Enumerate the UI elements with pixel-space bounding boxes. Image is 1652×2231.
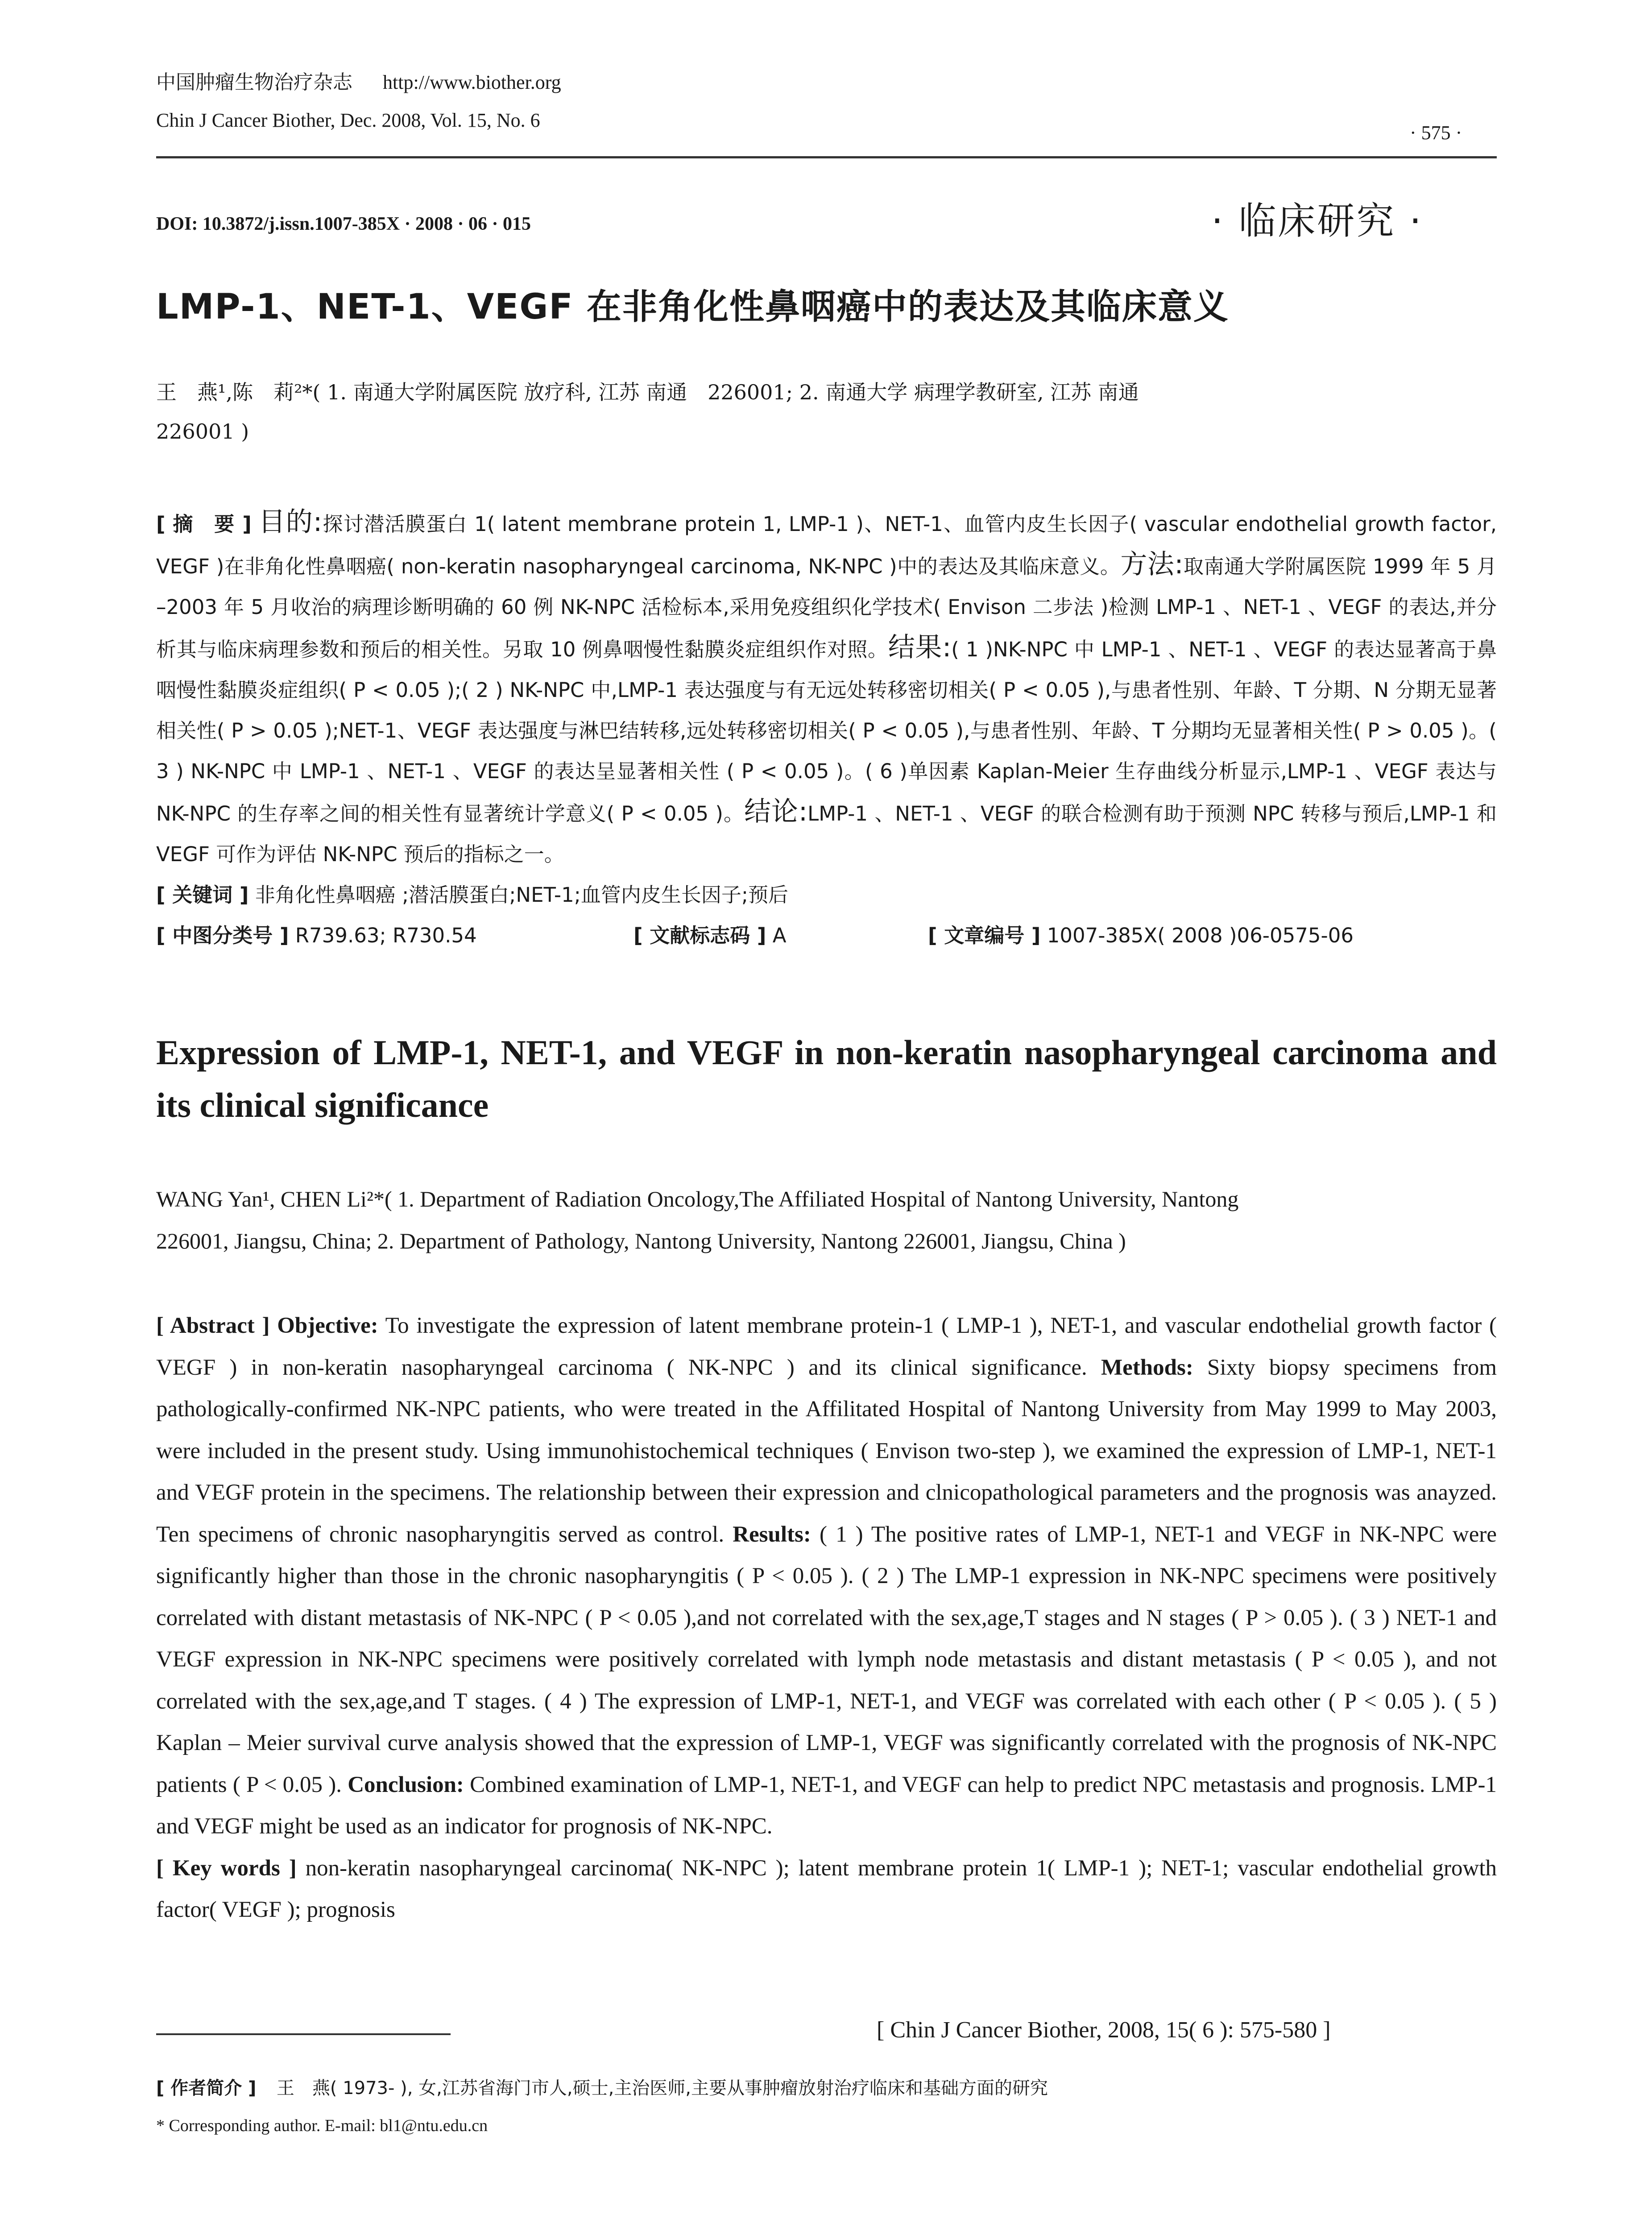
clc-label: [ 中图分类号 ] — [156, 924, 289, 947]
journal-name-en: Chin J Cancer Biother, Dec. 2008, Vol. 15, No. 6 — [156, 109, 540, 131]
keywords-cn-label: [ 关键词 ] — [156, 883, 249, 907]
authors-cn-line1: 王 燕¹,陈 莉²*( 1. 南通大学附属医院 放疗科, 江苏 南通 226001; 2. 南通大学 病理学教研室, 江苏 南通 — [156, 380, 1139, 404]
conclusion-en-label: Conclusion: — [348, 1772, 464, 1797]
keywords-en-label: [ Key words ] — [156, 1855, 297, 1881]
objective-cn-label: 目的: — [258, 506, 323, 538]
objective-en-label: Objective: — [277, 1313, 378, 1338]
authors-en-line1: WANG Yan¹, CHEN Li²*( 1. Department of Radiation Oncology,The Affiliated Hospital of Nantong University, Nantong — [156, 1186, 1239, 1211]
results-en: ( 1 ) The positive rates of LMP-1, NET-1 and VEGF in NK-NPC were significantly higher than those in the chronic nasopharyngitis ( P < 0.05 ). ( 2 ) The LMP-1 expression in NK-NPC specimens were positively correlated with distant metastasis of NK-NPC ( P < 0.05 ),and not correlated with the sex,age,T stages and N stages ( P > 0.05 ). ( 3 ) NET-1 and VEGF expression in NK-NPC specimens were positively correlated with lymph node metastasis and distant metastasis ( P < 0.05 ), and not correlated with the sex,age,and T stages. ( 4 ) The expression of LMP-1, NET-1, and VEGF was correlated with each other ( P < 0.05 ). ( 5 ) Kaplan – Meier survival curve analysis showed that the expression of LMP-1, VEGF was significantly correlated with the prognosis of NK-NPC patients ( P < 0.05 ). — [156, 1522, 1497, 1797]
page-number: · 575 · — [1410, 122, 1462, 144]
keywords-en: non-keratin nasopharyngeal carcinoma( NK-NPC ); latent membrane protein 1( LMP-1 ); NET-1; vascular endothelial growth factor( VEGF ); prognosis — [156, 1855, 1497, 1922]
header-rule — [156, 156, 1497, 158]
methods-cn: 取南通大学附属医院 1999 年 5 月 –2003 年 5 月收治的病理诊断明确的 60 例 NK-NPC 活检标本,采用免疫组织化学技术( Envison 二步法 )检测 LMP-1 、NET-1 、VEGF 的表达,并分析其与临床病理参数和预后的相关性。另取 10 例鼻咽慢性黏膜炎症组织作对照。 — [156, 555, 1497, 661]
abstract-en — [156, 1305, 1497, 1931]
abstract-cn-label: [ 摘 要 ] — [156, 512, 252, 536]
author-bio-label: [ 作者简介 ] — [156, 2078, 257, 2098]
journal-header — [156, 69, 561, 96]
corresponding-author: * Corresponding author. E-mail: bl1@ntu.edu.cn — [156, 2116, 488, 2135]
journal-url[interactable]: http://www.biother.org — [383, 71, 561, 93]
authors-cn-line2: 226001 ) — [156, 419, 249, 444]
results-cn: ( 1 )NK-NPC 中 LMP-1 、NET-1 、VEGF 的表达显著高于鼻咽慢性黏膜炎症组织( P < 0.05 );( 2 ) NK-NPC 中,LMP-1 表达强度与有无远处转移密切相关( P < 0.05 ),与患者性别、年龄、T 分期、N 分期无显著相关性( P > 0.05 );NET-1、VEGF 表达强度与淋巴结转移,远处转移密切相关( P < 0.05 ),与患者性别、年龄、T 分期均无显著相关性( P > 0.05 )。( 3 ) NK-NPC 中 LMP-1 、NET-1 、VEGF 的表达呈显著相关性 ( P < 0.05 )。( 6 )单因素 Kaplan-Meier 生存曲线分析显示,LMP-1 、VEGF 表达与 NK-NPC 的生存率之间的相关性有显著统计学意义( P < 0.05 )。 — [156, 638, 1497, 825]
title-en: Expression of LMP-1, NET-1, and VEGF in non-keratin nasopharyngeal carcinoma and its clinical significance — [156, 1033, 1497, 1124]
doc-code-label: [ 文献标志码 ] — [633, 924, 766, 947]
conclusion-en: Combined examination of LMP-1, NET-1, and VEGF can help to predict NPC metastasis and prognosis. LMP-1 and VEGF might be used as an indicator for prognosis of NK-NPC. — [156, 1772, 1497, 1839]
authors-en-line2: 226001, Jiangsu, China; 2. Department of Pathology, Nantong University, Nantong 226001, Jiangsu, China ) — [156, 1228, 1126, 1253]
doi: DOI: 10.3872/j.issn.1007-385X · 2008 · 06 · 015 — [156, 214, 531, 234]
objective-cn: 探讨潜活膜蛋白 1( latent membrane protein 1, LMP-1 )、NET-1、血管内皮生长因子( vascular endothelial growth factor, VEGF )在非角化性鼻咽癌( non-keratin nasopharyngeal carcinoma, NK-NPC )中的表达及其临床意义。 — [156, 512, 1497, 578]
authors-cn — [156, 373, 1499, 451]
footnote-rule — [156, 2033, 451, 2035]
doc-code-value: A — [772, 924, 787, 947]
article-no-label: [ 文章编号 ] — [928, 924, 1041, 947]
results-en-label: Results: — [733, 1522, 811, 1547]
methods-cn-label: 方法: — [1120, 549, 1184, 580]
methods-en: Sixty biopsy specimens from pathologically-confirmed NK-NPC patients, who were treated in the Affilitated Hospital of Nantong University from May 1999 to May 2003, were included in the present study. Using immunohistochemical techniques ( Envison two-step ), we examined the expression of LMP-1, NET-1 and VEGF protein in the specimens. The relationship between their expression and clnicopathological parameters and the prognosis was anayzed. Ten specimens of chronic nasopharyngitis served as control. — [156, 1355, 1497, 1547]
conclusion-cn-label: 结论: — [744, 796, 808, 827]
abstract-en-label: [ Abstract ] — [156, 1313, 270, 1338]
authors-en — [156, 1178, 1499, 1262]
citation: [ Chin J Cancer Biother, 2008, 15( 6 ): 575-580 ] — [877, 2017, 1331, 2043]
journal-name-cn: 中国肿瘤生物治疗杂志 — [156, 71, 352, 94]
keywords-cn: 非角化性鼻咽癌 ;潜活膜蛋白;NET-1;血管内皮生长因子;预后 — [255, 883, 789, 907]
abstract-cn — [156, 502, 1497, 956]
title-cn: LMP-1、NET-1、VEGF 在非角化性鼻咽癌中的表达及其临床意义 — [156, 287, 1229, 327]
footnote-author — [156, 2070, 1499, 2106]
section-label: · 临床研究 · — [1211, 199, 1423, 243]
author-bio: 王 燕( 1973- ), 女,江苏省海门市人,硕士,主治医师,主要从事肿瘤放射治疗临床和基础方面的研究 — [276, 2078, 1048, 2098]
clc-value: R739.63; R730.54 — [295, 924, 477, 947]
article-no-value: 1007-385X( 2008 )06-0575-06 — [1047, 924, 1354, 947]
conclusion-cn: LMP-1 、NET-1 、VEGF 的联合检测有助于预测 NPC 转移与预后,LMP-1 和 VEGF 可作为评估 NK-NPC 预后的指标之一。 — [156, 802, 1497, 866]
objective-en: To investigate the expression of latent membrane protein-1 ( LMP-1 ), NET-1, and vascular endothelial growth factor ( VEGF ) in non-keratin nasopharyngeal carcinoma ( NK-NPC ) and its clinical significance. — [156, 1313, 1497, 1380]
results-cn-label: 结果: — [888, 632, 952, 663]
methods-en-label: Methods: — [1101, 1355, 1193, 1380]
